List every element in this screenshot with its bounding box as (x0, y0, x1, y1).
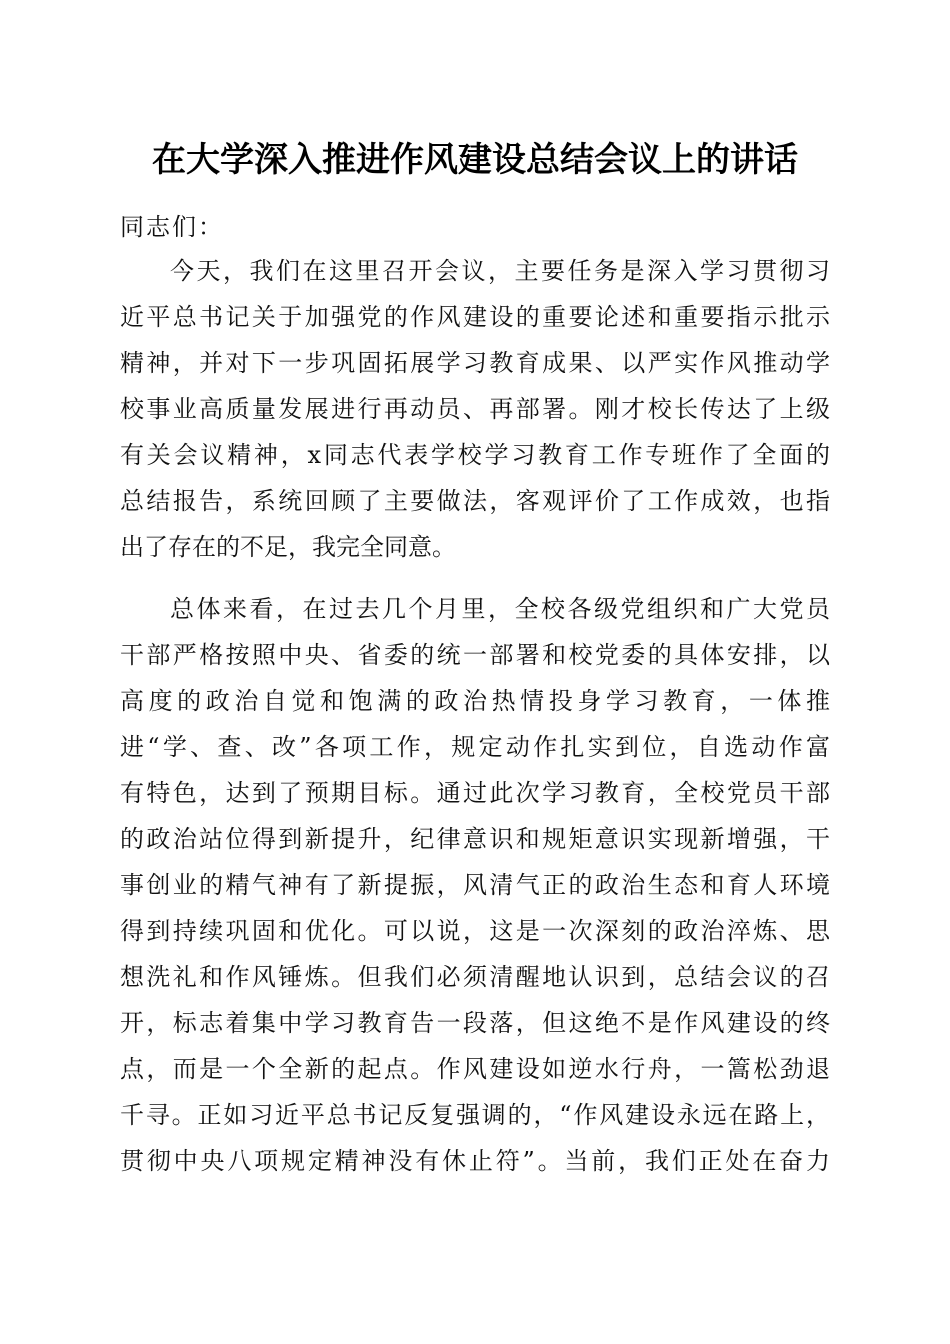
paragraph-2-line: 点，而是一个全新的起点。作风建设如逆水行舟，一篙松劲退 (120, 1055, 830, 1083)
paragraph-1-line: 出了存在的不足，我完全同意。 (120, 533, 456, 561)
paragraph-1-line: 总结报告，系统回顾了主要做法，客观评价了工作成效，也指 (120, 487, 830, 515)
paragraph-1-line: 校事业高质量发展进行再动员、再部署。刚才校长传达了上级 (120, 395, 830, 423)
paragraph-2-line: 事创业的精气神有了新提振，风清气正的政治生态和育人环境 (120, 871, 830, 899)
paragraph-1-line: 近平总书记关于加强党的作风建设的重要论述和重要指示批示 (120, 303, 830, 331)
paragraph-2-line: 总体来看，在过去几个月里，全校各级党组织和广大党员 (170, 595, 830, 623)
paragraph-2-line: 有特色，达到了预期目标。通过此次学习教育，全校党员干部 (120, 779, 830, 807)
salutation: 同志们： (120, 213, 224, 241)
paragraph-2-line: 贯彻中央八项规定精神没有休止符”。当前，我们正处在奋力 (120, 1147, 830, 1175)
paragraph-2-line: 进“学、查、改”各项工作，规定动作扎实到位，自选动作富 (120, 733, 830, 761)
paragraph-1-line: 今天，我们在这里召开会议，主要任务是深入学习贯彻习 (170, 257, 830, 285)
paragraph-2-line: 想洗礼和作风锤炼。但我们必须清醒地认识到，总结会议的召 (120, 963, 830, 991)
paragraph-2-line: 高度的政治自觉和饱满的政治热情投身学习教育，一体推 (120, 687, 830, 715)
document-title: 在大学深入推进作风建设总结会议上的讲话 (152, 140, 798, 180)
paragraph-2-line: 开，标志着集中学习教育告一段落，但这绝不是作风建设的终 (120, 1009, 830, 1037)
paragraph-2-line: 干部严格按照中央、省委的统一部署和校党委的具体安排，以 (120, 641, 830, 669)
paragraph-2-line: 的政治站位得到新提升，纪律意识和规矩意识实现新增强，干 (120, 825, 830, 853)
paragraph-2-line: 千寻。正如习近平总书记反复强调的，“作风建设永远在路上， (120, 1101, 830, 1129)
paragraph-1-line: 精神，并对下一步巩固拓展学习教育成果、以严实作风推动学 (120, 349, 830, 377)
paragraph-1-line: 有关会议精神，x同志代表学校学习教育工作专班作了全面的 (120, 441, 830, 469)
paragraph-2-line: 得到持续巩固和优化。可以说，这是一次深刻的政治淬炼、思 (120, 917, 830, 945)
